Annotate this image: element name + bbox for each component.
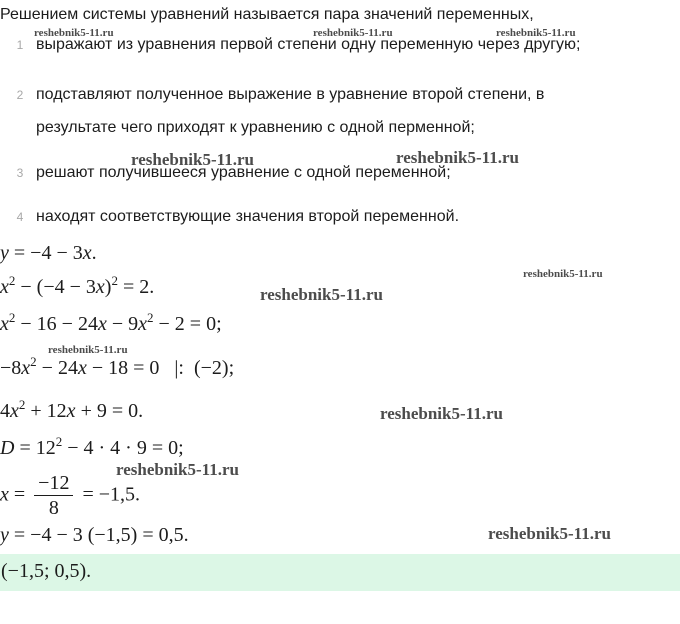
answer-text: (−1,5; 0,5).	[1, 560, 92, 582]
step-text: решают получившееся уравнение с одной переменной;	[36, 164, 451, 181]
equation-4: $-8x^2 - 24x - 18 = 0$ |: (−2);	[0, 354, 235, 379]
step-text: подставляют полученное выражение в уравнение второй степени, в	[36, 86, 545, 103]
step-number: 3	[16, 166, 24, 180]
watermark: reshebnik5-11.ru	[380, 404, 503, 423]
watermark: reshebnik5-11.ru	[131, 150, 254, 169]
step-number: 1	[16, 38, 24, 52]
equation-6: $D = 12^2 - 4 \cdot 4 \cdot 9 = 0$;	[0, 434, 184, 459]
intro-text: Решением системы уравнений называется пара значений переменных,	[0, 6, 534, 23]
equation-7: x = $\frac{-12}{8}$ = −1,5.	[0, 472, 141, 519]
step-text: находят соответствующие значения второй переменной.	[36, 208, 460, 225]
step-1	[0, 36, 680, 60]
step-text: результате чего приходят к уравнению с одной перменной;	[36, 119, 475, 136]
watermark: reshebnik5-11.ru	[116, 460, 239, 479]
step-number: 2	[16, 88, 24, 102]
watermark: reshebnik5-11.ru	[34, 27, 114, 39]
watermark: reshebnik5-11.ru	[523, 268, 603, 280]
step-number: 4	[16, 210, 24, 224]
watermark: reshebnik5-11.ru	[313, 27, 393, 39]
watermark: reshebnik5-11.ru	[396, 148, 519, 167]
watermark: reshebnik5-11.ru	[488, 524, 611, 543]
equation-1: y = −4 − 3x.	[0, 242, 97, 264]
watermark: reshebnik5-11.ru	[496, 27, 576, 39]
equation-3: $x^2 - 16 - 24x - 9x^2 - 2 = 0$;	[0, 310, 222, 335]
equation-8: y = −4 − 3 (−1,5) = 0,5.	[0, 524, 189, 546]
watermark: reshebnik5-11.ru	[48, 344, 128, 356]
step-4	[0, 208, 680, 232]
fraction: $\frac{-12}{8}$	[34, 473, 73, 519]
step-text: выражают из уравнения первой степени одну переменную через другую;	[36, 36, 581, 53]
answer-highlight	[0, 554, 680, 591]
equation-5: $4x^2 + 12x + 9 = 0$.	[0, 397, 144, 422]
step-2-continuation	[0, 119, 680, 143]
step-2	[0, 86, 680, 110]
watermark: reshebnik5-11.ru	[260, 285, 383, 304]
step-3	[0, 164, 680, 188]
equation-2: $x^2 - (-4 - 3x)^2 = 2$.	[0, 273, 155, 298]
